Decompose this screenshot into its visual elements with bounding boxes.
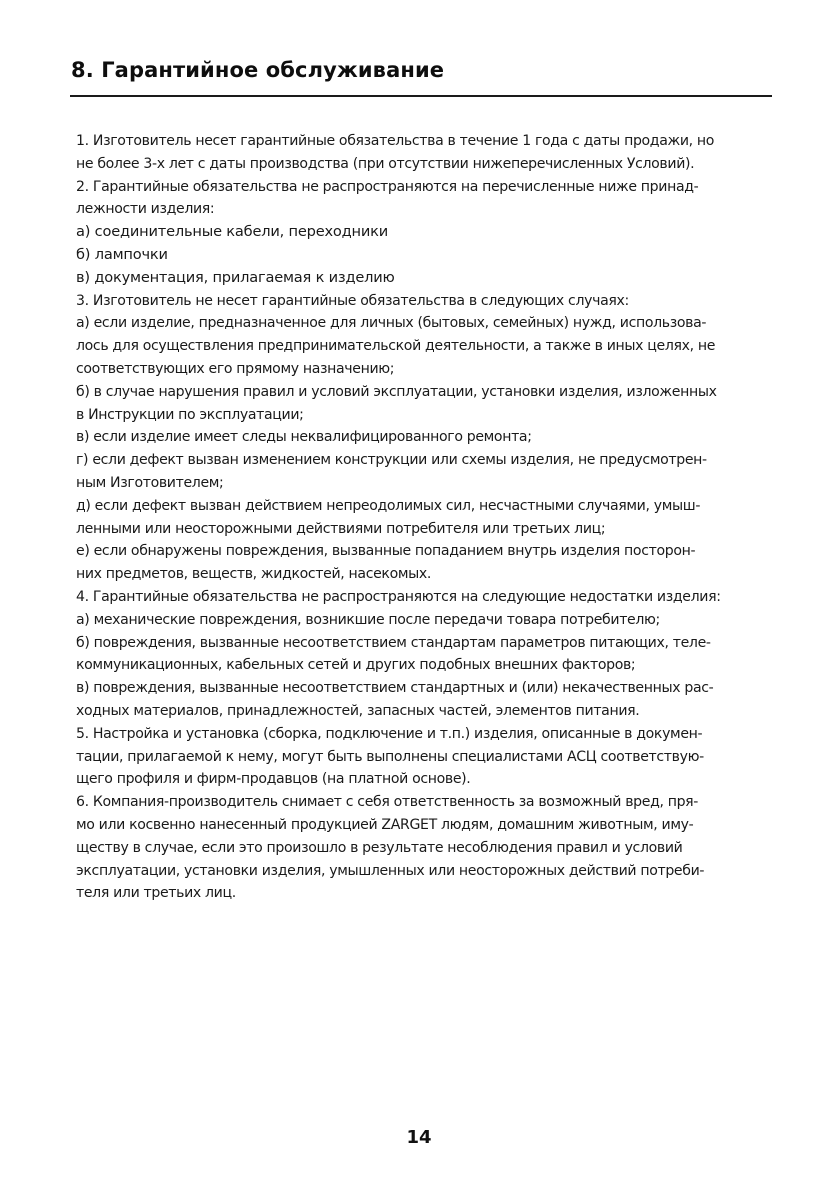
text-line: ществу в случае, если это произошло в результате несоблюдения правил и условий: [76, 839, 683, 856]
page-number: 14: [406, 1127, 432, 1148]
text-line: них предметов, веществ, жидкостей, насекомых.: [76, 566, 432, 583]
text-line: а) если изделие, предназначенное для личных (бытовых, семейных) нужд, использова-: [76, 315, 707, 332]
text-line: в) если изделие имеет следы неквалифицированного ремонта;: [76, 429, 532, 446]
text-line: соответствующих его прямому назначению;: [76, 360, 395, 377]
text-line: 2. Гарантийные обязательства не распространяются на перечисленные ниже принад-: [76, 178, 699, 195]
title-underline: [70, 95, 772, 97]
text-line: лежности изделия:: [76, 201, 215, 218]
text-line: ленными или неосторожными действиями потребителя или третьих лиц;: [76, 520, 606, 537]
text-line: б) в случае нарушения правил и условий эксплуатации, установки изделия, изложенных: [76, 383, 717, 400]
text-line: теля или третьих лиц.: [76, 885, 236, 902]
text-line: коммуникационных, кабельных сетей и других подобных внешних факторов;: [76, 657, 636, 674]
text-line: г) если дефект вызван изменением конструкции или схемы изделия, не предусмотрен-: [76, 452, 707, 469]
text-line: 1. Изготовитель несет гарантийные обязательства в течение 1 года с даты продажи, но: [76, 133, 715, 149]
text-line: лось для осуществления предпринимательской деятельности, а также в иных целях, не: [76, 338, 716, 355]
text-line: 6. Компания-производитель снимает с себя ответственность за возможный вред, пря-: [76, 794, 699, 811]
text-line: 3. Изготовитель не несет гарантийные обязательства в следующих случаях:: [76, 292, 629, 309]
text-line: ным Изготовителем;: [76, 474, 224, 491]
text-line: в) документация, прилагаемая к изделию: [76, 268, 395, 286]
text-line: в) повреждения, вызванные несоответствием стандартных и (или) некачественных рас-: [76, 680, 714, 697]
text-line: тации, прилагаемой к нему, могут быть выполнены специалистами АСЦ соответствую-: [76, 748, 704, 765]
text-line: 4. Гарантийные обязательства не распространяются на следующие недостатки изделия:: [76, 588, 721, 605]
text-line: 5. Настройка и установка (сборка, подключение и т.п.) изделия, описанные в докумен-: [76, 725, 703, 742]
section-title: 8. Гарантийное обслуживание: [71, 58, 445, 82]
text-line: в Инструкции по эксплуатации;: [76, 406, 304, 423]
text-line: а) соединительные кабели, переходники: [76, 223, 389, 241]
text-line: е) если обнаружены повреждения, вызванные попаданием внутрь изделия посторон-: [76, 543, 696, 560]
text-line: д) если дефект вызван действием непреодолимых сил, несчастными случаями, умыш-: [76, 497, 701, 514]
text-line: б) лампочки: [76, 245, 168, 263]
text-line: б) повреждения, вызванные несоответствием стандартам параметров питающих, теле-: [76, 634, 711, 651]
text-line: а) механические повреждения, возникшие после передачи товара потребителю;: [76, 611, 660, 628]
text-line: не более 3-х лет с даты производства (при отсутствии нижеперечисленных Условий).: [76, 155, 695, 172]
warranty-text: [76, 130, 770, 905]
text-line: мо или косвенно нанесенный продукцией ZARGET людям, домашним животным, иму-: [76, 816, 694, 833]
text-line: ходных материалов, принадлежностей, запасных частей, элементов питания.: [76, 702, 640, 719]
text-line: эксплуатации, установки изделия, умышленных или неосторожных действий потреби-: [76, 862, 705, 879]
text-line: щего профиля и фирм-продавцов (на платной основе).: [76, 771, 471, 788]
